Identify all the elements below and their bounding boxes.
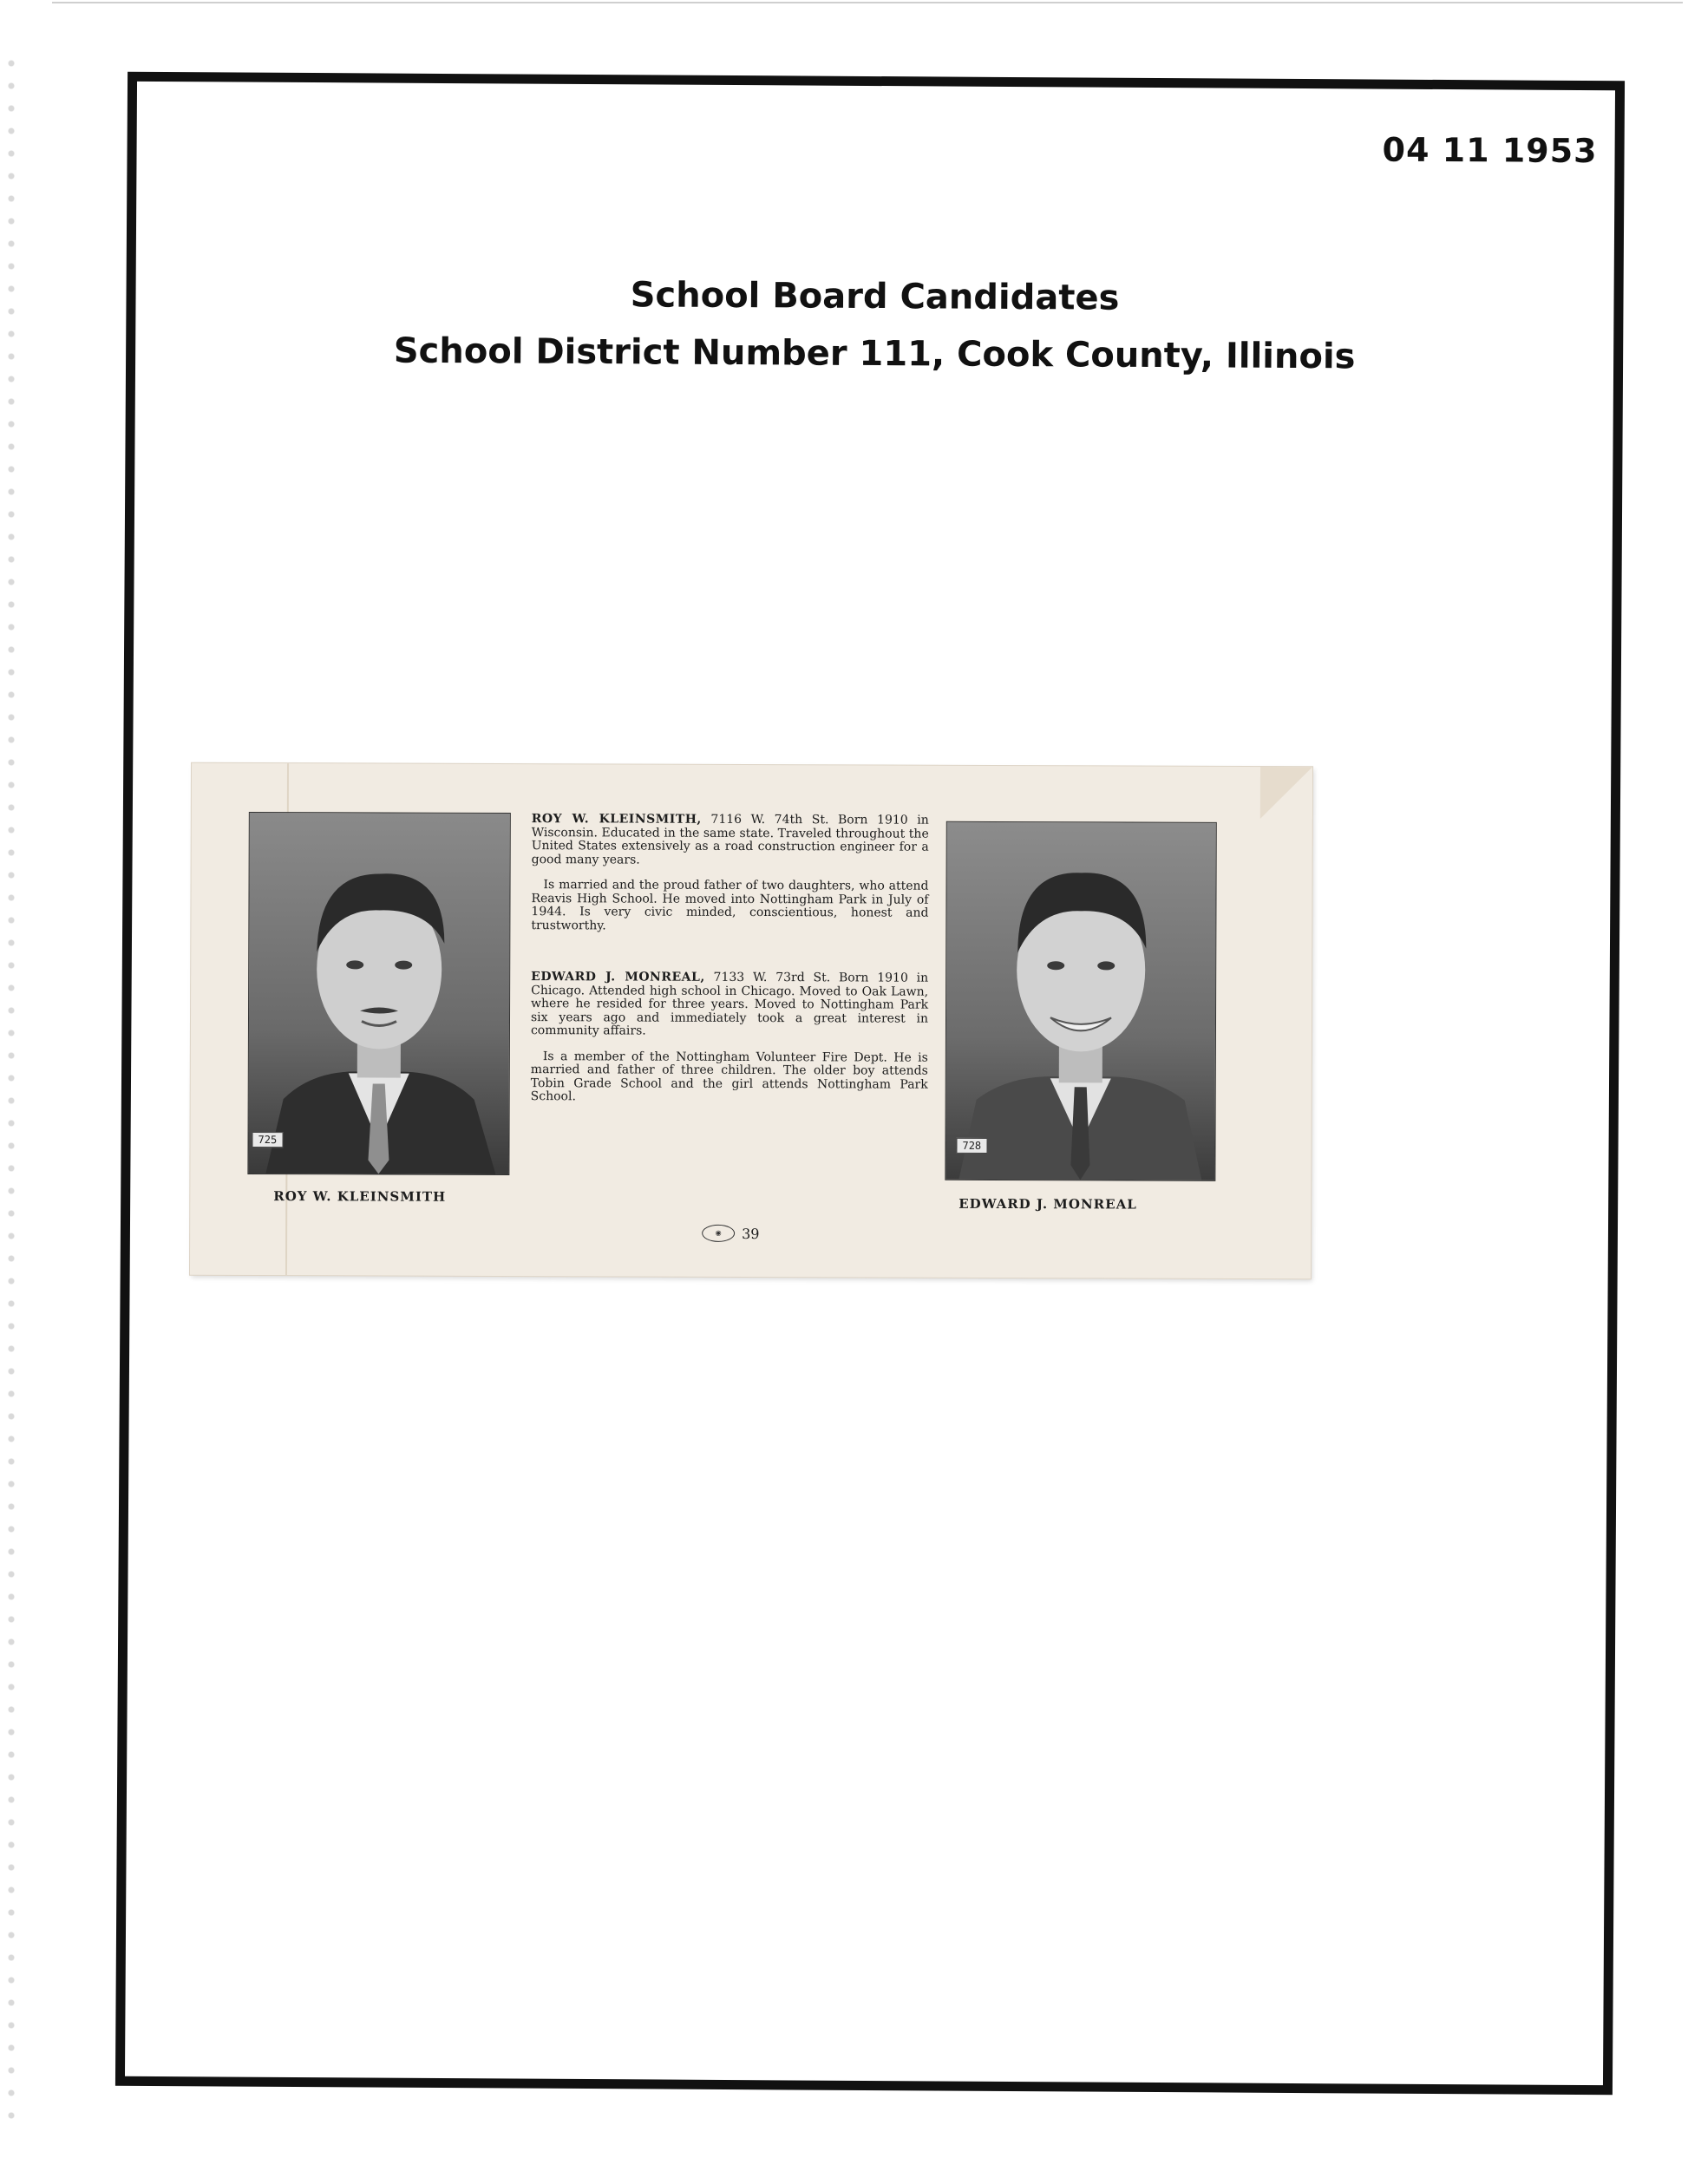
newspaper-clipping (190, 763, 1312, 1279)
candidate-photo-monreal (945, 821, 1216, 1181)
scan-top-edge (52, 2, 1683, 3)
title-line-2: School District Number 111, Cook County, Illinois (393, 330, 1356, 377)
bio-monreal-p1 (531, 971, 928, 1039)
portrait-kleinsmith-image (248, 813, 509, 1174)
bio-spacer (531, 945, 928, 972)
bio-name-monreal: EDWARD J. MONREAL, (531, 970, 705, 984)
portrait-monreal-image (945, 822, 1215, 1180)
bio-column (531, 813, 929, 1117)
bio-monreal-p2: Is a member of the Nottingham Volunteer Fire Dept. He is married and father of three children. The older boy attends Tobin Grade School and the girl attends Nottingham Park School. (530, 1049, 928, 1104)
caption-monreal: EDWARD J. MONREAL (958, 1195, 1137, 1213)
title-line-1: School Board Candidates (630, 275, 1120, 318)
bio-kleinsmith-p1-text: 7116 W. 74th St. Born 1910 in Wisconsin. Educated in the same state. Traveled throughout the United States extensively as a road construction engineer for a good many years. (531, 812, 929, 867)
bio-name-kleinsmith: ROY W. KLEINSMITH, (531, 812, 702, 827)
date-stamp: 04 11 1953 (1382, 130, 1598, 171)
bio-monreal-p1-text: 7133 W. 73rd St. Born 1910 in Chicago. Attended high school in Chicago. Moved to Oak Lawn, where he resided for three years. Moved to Nottingham Park six years ago and immediately took a great interest in community affairs. (530, 970, 929, 1038)
candidate-photo-kleinsmith (247, 812, 510, 1175)
photo-negative-tag: 728 (956, 1138, 987, 1154)
union-label-icon: ◉ (702, 1225, 735, 1242)
clipping-page-number (702, 1225, 759, 1242)
page-number-text: 39 (742, 1225, 760, 1242)
binder-holes (3, 52, 19, 2134)
bio-kleinsmith-p2: Is married and the proud father of two daughters, who attend Reavis High School. He moved into Nottingham Park in July of 1944. Is very civic minded, conscientious, honest and trustworthy. (531, 878, 929, 932)
caption-kleinsmith: ROY W. KLEINSMITH (273, 1188, 447, 1205)
page-title (135, 264, 1614, 387)
photo-negative-tag: 725 (252, 1132, 283, 1148)
bio-kleinsmith-p1 (532, 813, 929, 868)
